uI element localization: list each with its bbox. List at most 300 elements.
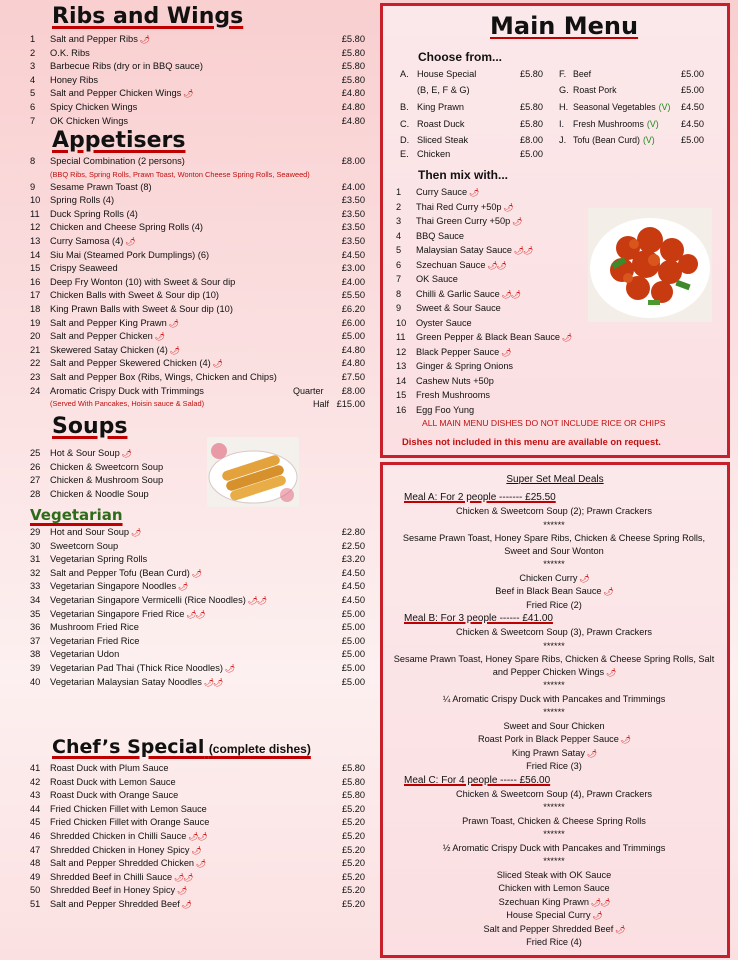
- item-name: [50, 803, 333, 817]
- item-price: £5.80: [342, 776, 365, 787]
- choose-letter: C.: [400, 119, 410, 129]
- item-name: [50, 447, 200, 461]
- item-price: £5.20: [342, 830, 365, 841]
- chili-pepper-icon: 🌶: [154, 332, 165, 342]
- item-number: 31: [30, 554, 41, 565]
- chili-pepper-icon: 🌶: [212, 359, 222, 369]
- list-item: (Served With Pancakes, Hoisin sauce & Salad) Half £15.00: [50, 399, 365, 410]
- list-item: [30, 540, 365, 554]
- item-price: £5.20: [342, 844, 365, 855]
- item-name-text: Salt and Pepper Ribs: [50, 34, 138, 44]
- item-number: 9: [396, 303, 402, 313]
- chili-pepper-icon: 🌶: [191, 845, 201, 855]
- meal-line-text: ******: [543, 680, 565, 690]
- item-name-text: Shredded Chicken in Honey Spicy: [50, 844, 190, 855]
- choose-name-text: Seasonal Vegetables: [573, 102, 656, 112]
- section-title-vegetarian: Vegetarian: [30, 506, 123, 524]
- item-name-text: Spicy Chicken Wings: [50, 101, 138, 112]
- item-name-text: Chicken and Cheese Spring Rolls (4): [50, 222, 203, 233]
- item-number: 17: [30, 290, 41, 301]
- item-price: £5.20: [342, 817, 365, 828]
- choose-letter: B.: [400, 102, 409, 112]
- chili-pepper-icon: 🌶: [191, 568, 202, 578]
- item-name: [416, 359, 596, 374]
- item-number: 33: [30, 581, 41, 592]
- item-price: £5.00: [341, 622, 365, 633]
- item-name: [50, 344, 333, 358]
- meal-line: [388, 733, 720, 747]
- meal-line-text: Sliced Steak with OK Sauce: [496, 869, 612, 880]
- chili-pepper-icon: 🌶: [606, 668, 616, 677]
- item-price: £3.50: [341, 222, 365, 233]
- item-name-text: Deep Fry Wonton (10) with Sweet & Sour dip: [50, 276, 236, 287]
- list-item: [30, 101, 365, 115]
- item-number: 32: [30, 567, 41, 578]
- item-number: 25: [30, 448, 41, 458]
- item-name-text: Hot and Sour Soup: [50, 527, 130, 537]
- list-item: [396, 229, 596, 244]
- item-name-text: Thai Red Curry +50p: [416, 201, 502, 212]
- item-number: 5: [396, 245, 402, 255]
- item-name-text: Cashew Nuts +50p: [416, 375, 494, 386]
- main-menu-request-note: Dishes not included in this menu are available on request.: [402, 436, 661, 447]
- item-name: [50, 621, 333, 635]
- list-item: [30, 47, 365, 61]
- item-name-text: Barbecue Ribs (dry or in BBQ sauce): [50, 61, 203, 72]
- item-number: 43: [30, 790, 41, 801]
- list-item: [396, 388, 596, 403]
- list-item: [396, 403, 596, 418]
- meal-line: [388, 747, 720, 761]
- choose-name: Sliced Steak: [417, 135, 469, 145]
- meal-line-text: ******: [543, 707, 565, 717]
- item-name: [50, 235, 333, 249]
- choose-name-text: Beef: [573, 69, 592, 79]
- item-name: [50, 303, 333, 317]
- item-price: £5.80: [341, 61, 365, 72]
- item-name: [416, 316, 596, 331]
- item-number: 38: [30, 649, 41, 660]
- chili-pepper-icon: 🌶: [586, 748, 597, 758]
- choose-item: [400, 85, 520, 95]
- item-name: [50, 830, 333, 844]
- main-menu-title: Main Menu: [490, 12, 639, 40]
- meal-line-text: King Prawn Satay: [511, 747, 585, 758]
- list-item: [30, 789, 365, 803]
- item-name-text: OK Sauce: [416, 274, 458, 284]
- item-price: £5.00: [341, 331, 365, 342]
- meal-line: [388, 815, 720, 829]
- item-price: £4.80: [341, 88, 365, 99]
- list-item: [396, 287, 596, 302]
- separator: [388, 855, 720, 869]
- item-name: [50, 194, 333, 208]
- choose-name-text: Fresh Mushrooms: [573, 119, 644, 129]
- choose-name-text: Roast Pork: [573, 85, 617, 95]
- list-item: [30, 330, 365, 344]
- chili-pepper-icon: 🌶🌶: [501, 289, 521, 299]
- item-name-text: Salt and Pepper Shredded Chicken: [50, 858, 195, 869]
- list-item: [30, 816, 365, 830]
- section-title-soups: Soups: [52, 414, 128, 439]
- list-item: [396, 330, 596, 345]
- vegetarian-badge: (V): [646, 119, 659, 129]
- item-name: [50, 262, 333, 276]
- item-number: 16: [30, 276, 41, 287]
- item-name: [50, 871, 333, 885]
- meal-line-text: ½ Aromatic Crispy Duck with Pancakes and Trimmings: [442, 842, 666, 853]
- list-item: [30, 567, 365, 581]
- choose-item: [559, 102, 704, 112]
- item-name-text: Vegetarian Malaysian Satay Noodles: [50, 676, 202, 687]
- item-name: [416, 185, 596, 200]
- list-item: [30, 676, 365, 690]
- choose-item: [400, 102, 543, 112]
- item-name: [50, 553, 333, 567]
- item-name: [50, 540, 333, 554]
- item-name: [50, 884, 333, 898]
- item-price: £3.20: [341, 554, 365, 565]
- item-price: £6.00: [341, 317, 365, 328]
- choose-name-text: Tofu (Bean Curd): [573, 135, 640, 145]
- item-name-text: Chicken Balls with Sweet & Sour dip (10): [50, 290, 219, 301]
- item-name: [50, 580, 333, 594]
- list-item: [30, 635, 365, 649]
- meal-heading: Meal B: For 3 people ------ £41.00: [404, 613, 553, 624]
- choose-item: [559, 119, 704, 129]
- item-name-text: Thai Green Curry +50p: [416, 216, 511, 226]
- item-number: 47: [30, 844, 41, 855]
- separator: [388, 706, 720, 720]
- chili-pepper-icon: 🌶: [562, 333, 572, 342]
- meal-line-text: Chicken & Sweetcorn Soup (2); Prawn Crackers: [455, 506, 653, 516]
- item-price: £3.50: [341, 195, 365, 206]
- item-number: 50: [30, 885, 41, 896]
- item-name: [50, 330, 333, 344]
- meal-line-text: ******: [543, 856, 565, 866]
- meal-line: [388, 532, 720, 558]
- list-item: 8 Special Combination (2 persons) £8.00: [30, 156, 365, 166]
- meal-line-text: ******: [543, 519, 565, 530]
- item-price: £2.50: [341, 540, 365, 551]
- list-item: [30, 317, 365, 331]
- item-name-text: Szechuan Sauce: [416, 259, 486, 270]
- item-number: 37: [30, 635, 41, 646]
- item-name-text: Roast Duck with Lemon Sauce: [50, 776, 176, 787]
- chili-pepper-icon: 🌶🌶: [174, 872, 193, 882]
- choose-heading: Choose from...: [418, 50, 503, 64]
- item-name: [50, 898, 333, 912]
- chili-pepper-icon: 🌶: [620, 735, 631, 744]
- list-item: [30, 344, 365, 358]
- meal-line-text: Roast Pork in Black Pepper Sauce: [477, 734, 619, 744]
- choose-name: [573, 135, 681, 145]
- item-name-text: Curry Sauce: [416, 187, 468, 197]
- meal-line: [388, 599, 720, 613]
- item-name: [416, 258, 596, 273]
- item-name-text: Malaysian Satay Sauce: [416, 245, 513, 255]
- list-item: [30, 488, 365, 502]
- meal-line-text: Prawn Toast, Chicken & Cheese Spring Rolls: [462, 815, 646, 826]
- item-number: 10: [30, 195, 41, 206]
- meal-heading: Meal A: For 2 people ------- £25.50: [404, 492, 556, 503]
- item-number: 5: [30, 88, 36, 99]
- chili-pepper-icon: 🌶: [125, 236, 135, 246]
- item-name-text: Vegetarian Singapore Noodles: [50, 581, 177, 592]
- separator: [388, 828, 720, 842]
- separator: [388, 558, 720, 572]
- soups-list: [30, 447, 365, 501]
- item-number: 6: [396, 259, 402, 270]
- list-item: [30, 762, 365, 776]
- item-number: 7: [396, 274, 402, 284]
- meal-line-text: Fried Rice (3): [526, 761, 582, 771]
- choose-item: [400, 119, 543, 129]
- vegetarian-badge: (V): [643, 135, 655, 145]
- item-name-text: Shredded Chicken in Chilli Sauce: [50, 830, 187, 841]
- item-number: 39: [30, 662, 41, 673]
- item-name: [50, 87, 333, 101]
- meal-line-text: Chicken with Lemon Sauce: [498, 883, 610, 893]
- item-name-text: Sweet & Sour Sauce: [416, 303, 501, 313]
- item-name: [416, 301, 596, 316]
- item-name: [50, 101, 333, 115]
- list-item: [30, 526, 365, 540]
- item-number: 12: [396, 346, 407, 357]
- meal-line-text: House Special Curry: [506, 910, 591, 920]
- item-name-text: Roast Duck with Orange Sauce: [50, 790, 179, 801]
- meal-line: [388, 760, 720, 774]
- meal-line: [388, 505, 720, 519]
- item-name-text: Chilli & Garlic Sauce: [416, 288, 500, 299]
- chefs-title: Chef’s Special (complete dishes): [52, 736, 311, 758]
- item-number: 9: [30, 181, 36, 192]
- list-item: [30, 115, 365, 129]
- item-name: [50, 208, 333, 222]
- item-number: 15: [396, 390, 407, 400]
- item-price: £5.20: [342, 858, 365, 869]
- meal-line: [388, 882, 720, 896]
- item-number: 8: [396, 288, 402, 299]
- item-name-text: Skewered Satay Chicken (4): [50, 344, 168, 355]
- chili-pepper-icon: 🌶: [592, 911, 602, 920]
- item-name-text: Spring Rolls (4): [50, 195, 115, 206]
- choose-item: [559, 135, 704, 145]
- separator: [388, 640, 720, 654]
- item-name: [50, 60, 333, 74]
- appetisers-list: [30, 155, 365, 412]
- item-name: [50, 317, 333, 331]
- item-name-text: Black Pepper Sauce: [416, 346, 500, 357]
- item-price: £5.00: [341, 635, 365, 646]
- item-price: £5.80: [341, 74, 365, 85]
- item-name: [50, 816, 333, 830]
- choose-name: [573, 119, 681, 129]
- item-price: £7.50: [341, 371, 365, 382]
- item-name-text: Chicken & Mushroom Soup: [50, 475, 164, 486]
- item-price: £4.50: [341, 594, 365, 605]
- list-item: [30, 371, 365, 385]
- item-price: £5.20: [342, 803, 365, 814]
- list-item: [30, 553, 365, 567]
- list-item: [30, 74, 365, 88]
- choose-price: £4.50: [681, 102, 704, 112]
- item-name: [50, 776, 333, 790]
- meal-line-text: ******: [543, 559, 565, 569]
- list-item: [30, 898, 365, 912]
- list-item: [30, 474, 365, 488]
- chili-pepper-icon: 🌶: [183, 89, 193, 99]
- choose-price: £5.80: [520, 69, 543, 79]
- item-name-text: Oyster Sauce: [416, 317, 472, 328]
- item-price: £5.00: [341, 608, 365, 619]
- item-name-text: Roast Duck with Plum Sauce: [50, 763, 169, 773]
- item-price: £3.50: [341, 208, 365, 219]
- meal-line-text: Chicken Curry: [519, 572, 578, 583]
- list-item: [30, 181, 365, 195]
- list-item: [30, 276, 365, 290]
- meal-line-text: ¼ Aromatic Crispy Duck with Pancakes and Trimmings: [442, 693, 666, 704]
- item-number: 19: [30, 317, 41, 328]
- chili-pepper-icon: 🌶🌶: [487, 260, 506, 270]
- item-name-text: Shredded Beef in Chilli Sauce: [50, 871, 173, 882]
- meal-line: [388, 788, 720, 802]
- item-name-text: Shredded Beef in Honey Spicy: [50, 885, 176, 896]
- item-number: 12: [30, 222, 41, 233]
- item-number: 2: [396, 201, 402, 212]
- spring-rolls-photo: [207, 437, 299, 507]
- item-price: £2.80: [341, 527, 365, 537]
- choose-price: £4.50: [681, 119, 704, 129]
- chili-pepper-icon: 🌶🌶: [186, 609, 205, 619]
- item-number: 46: [30, 830, 41, 841]
- meal-line-text: Beef in Black Bean Sauce: [495, 586, 602, 596]
- item-price: £5.80: [341, 47, 365, 58]
- item-name-text: Sweetcorn Soup: [50, 540, 119, 551]
- item-name: [50, 648, 333, 662]
- item-number: 42: [30, 776, 41, 787]
- item-name: [50, 676, 333, 690]
- item-name: [416, 272, 596, 287]
- item-price: £4.80: [341, 358, 365, 369]
- chefs-special-list: [30, 762, 365, 912]
- item-name: [416, 330, 596, 345]
- item-number: 4: [396, 230, 402, 241]
- item-number: 14: [30, 249, 41, 260]
- item-number: 51: [30, 898, 41, 909]
- item-number: 10: [396, 317, 407, 328]
- list-item: [30, 461, 365, 475]
- list-item: [30, 87, 365, 101]
- list-item: [30, 844, 365, 858]
- vegetarian-list: [30, 526, 365, 689]
- item-price: £5.80: [342, 763, 365, 773]
- item-name: [50, 33, 333, 47]
- item-price: £4.50: [341, 249, 365, 260]
- list-item: [30, 262, 365, 276]
- item-number: 45: [30, 817, 41, 828]
- item-number: 36: [30, 622, 41, 633]
- choose-price: £5.00: [681, 85, 704, 95]
- chili-pepper-icon: 🌶: [168, 318, 178, 328]
- meal-line-text: Fried Rice (2): [526, 599, 582, 610]
- choose-price: £5.80: [520, 102, 543, 112]
- list-item: [30, 621, 365, 635]
- item-name: [416, 403, 596, 418]
- list-item: [396, 272, 596, 287]
- item-price: £4.50: [341, 567, 365, 578]
- item-number: 14: [396, 375, 407, 386]
- item-name-text: Ginger & Spring Onions: [416, 361, 514, 371]
- choose-item: [400, 69, 543, 79]
- item-name: [50, 567, 333, 581]
- item-price: £4.00: [341, 276, 365, 287]
- chili-pepper-icon: 🌶: [512, 217, 522, 226]
- item-number: 20: [30, 331, 41, 342]
- chili-pepper-icon: 🌶🌶: [203, 677, 223, 687]
- meal-line: [388, 909, 720, 923]
- choose-name: King Prawn: [417, 102, 464, 112]
- list-item: [30, 857, 365, 871]
- list-item: [396, 359, 596, 374]
- list-item: [30, 221, 365, 235]
- chili-pepper-icon: 🌶: [196, 859, 206, 869]
- item-name-text: Chicken & Noodle Soup: [50, 488, 149, 499]
- item-name-text: Hot & Sour Soup: [50, 448, 120, 458]
- vegetarian-badge: (V): [658, 102, 671, 112]
- separator: [388, 519, 720, 533]
- list-item: [30, 60, 365, 74]
- item-price: £4.00: [341, 181, 365, 192]
- item-name: [50, 474, 200, 488]
- item-price: £5.20: [342, 898, 365, 909]
- item-number: 22: [30, 358, 41, 369]
- list-item: [30, 803, 365, 817]
- item-name: [50, 181, 333, 195]
- item-name-text: Vegetarian Singapore Fried Rice: [50, 608, 185, 619]
- item-name-text: Fried Chicken Fillet with Orange Sauce: [50, 817, 210, 828]
- item-name: [416, 200, 596, 215]
- list-item: [396, 316, 596, 331]
- list-item: [30, 208, 365, 222]
- choose-letter: A.: [400, 69, 409, 79]
- item-number: 13: [396, 361, 407, 371]
- meal-line-text: ******: [543, 640, 565, 651]
- mix-heading: Then mix with...: [418, 168, 509, 182]
- list-item: [30, 289, 365, 303]
- item-number: 11: [30, 208, 40, 219]
- list-item: [396, 374, 596, 389]
- item-name: [50, 844, 333, 858]
- item-name-text: Siu Mai (Steamed Pork Dumplings) (6): [50, 249, 210, 260]
- list-item: [396, 185, 596, 200]
- item-note: (BBQ Ribs, Spring Rolls, Prawn Toast, Wonton Cheese Spring Rolls, Seaweed): [50, 169, 310, 179]
- meal-line: [388, 936, 720, 950]
- set-meal-title: Super Set Meal Deals: [506, 474, 604, 485]
- item-name: [416, 243, 596, 258]
- mix-list: [396, 185, 596, 417]
- choose-item: [559, 69, 704, 79]
- section-title-ribs: Ribs and Wings: [52, 4, 244, 29]
- choose-letter: J.: [559, 135, 567, 145]
- list-item: [30, 648, 365, 662]
- meal-line-text: Fried Rice (4): [526, 937, 582, 947]
- item-name-text: Salt and Pepper Shredded Beef: [50, 898, 180, 909]
- list-item: [30, 235, 365, 249]
- item-number: 1: [30, 34, 36, 44]
- meal-line-text: Sweet and Sour Chicken: [503, 720, 605, 731]
- item-name: [50, 762, 333, 776]
